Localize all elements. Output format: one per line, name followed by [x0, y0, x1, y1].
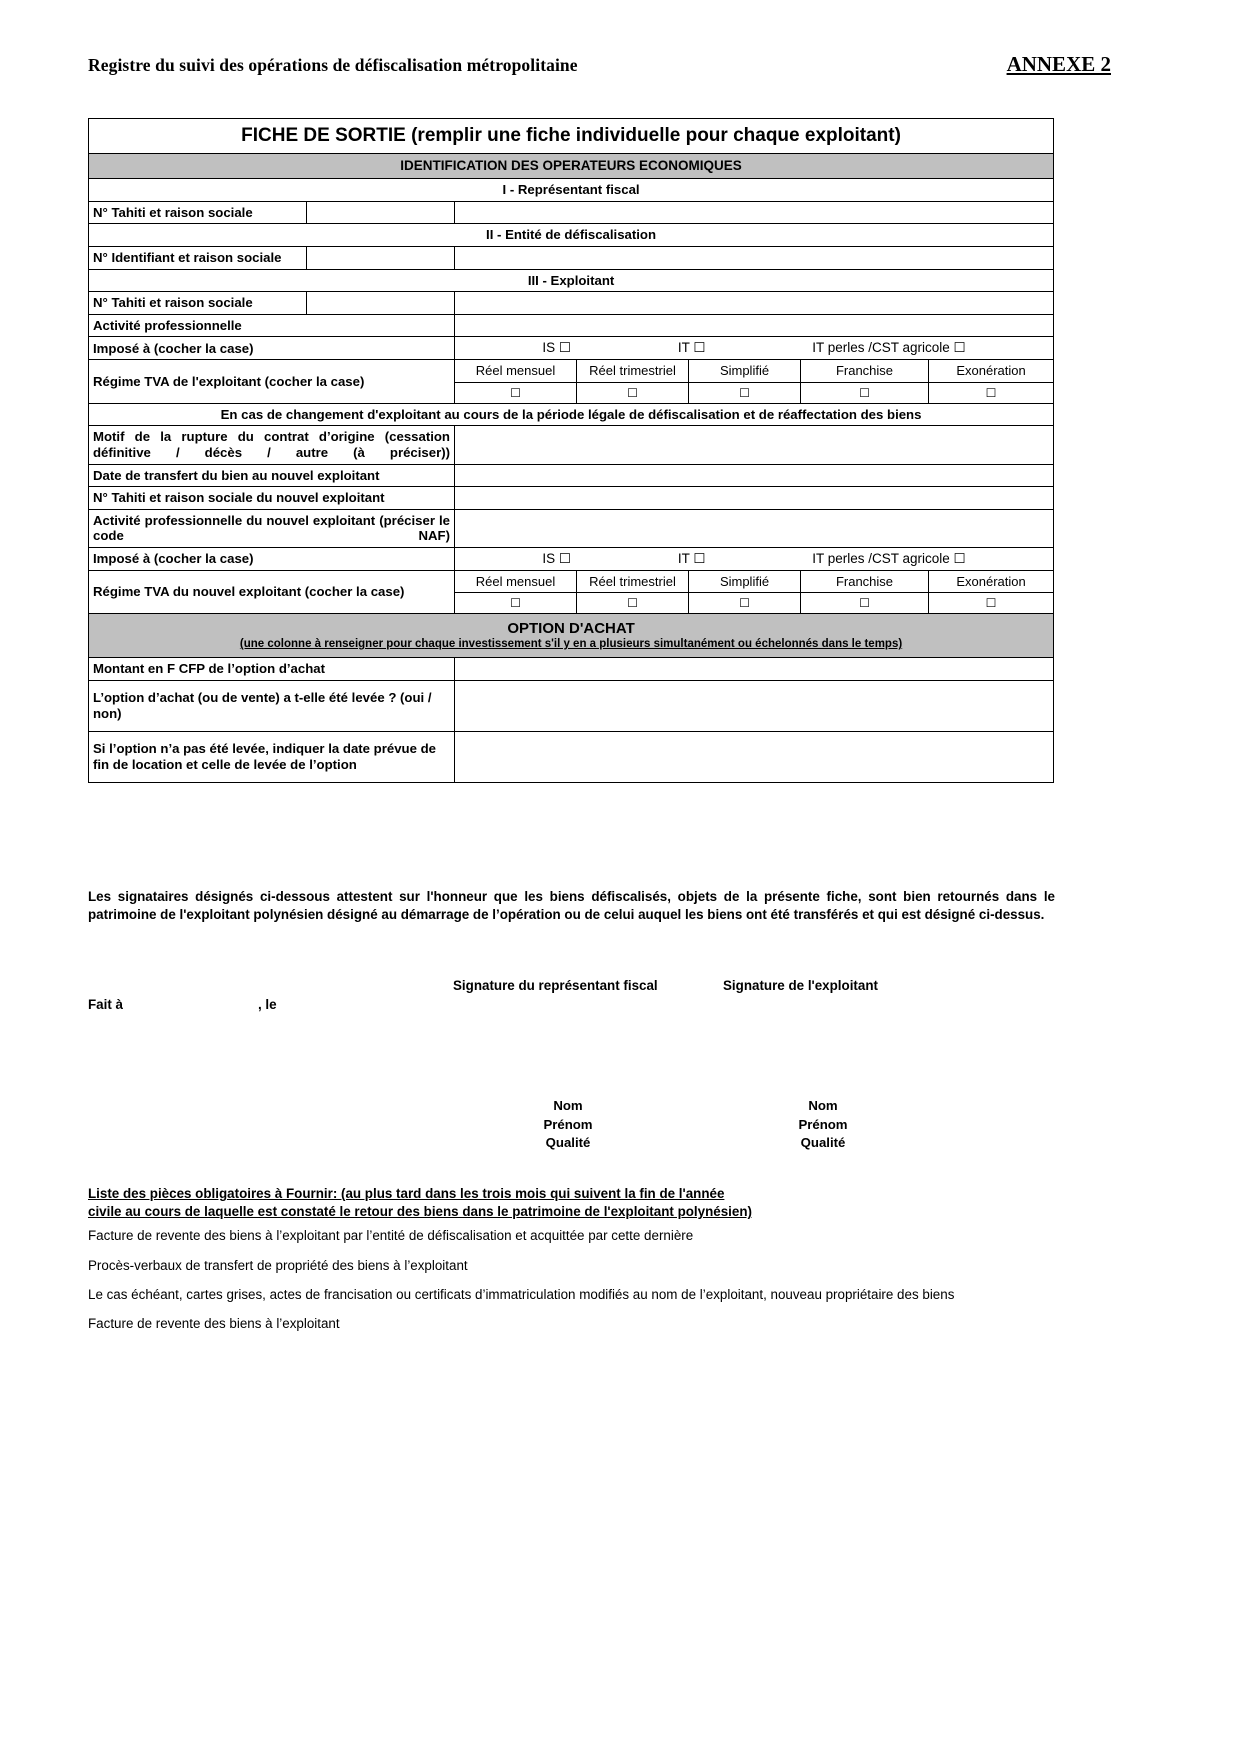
- label-impose-nouvel-exploitant: Imposé à (cocher la case): [89, 547, 455, 570]
- input-activite-professionnelle[interactable]: [455, 314, 1054, 337]
- section-changement-label: En cas de changement d'exploitant au cours de la période légale de défiscalisation et de réaffectation des biens: [89, 403, 1054, 426]
- le-label: , le: [257, 997, 277, 1012]
- tva2-checkbox-simplifie[interactable]: ☐: [689, 593, 801, 614]
- header-annex-label: ANNEXE 2: [1006, 52, 1111, 76]
- input-option-non-levee[interactable]: [455, 732, 1054, 783]
- tva2-option-simplifie: Simplifié: [689, 570, 801, 592]
- list-item: Procès-verbaux de transfert de propriété des biens à l’exploitant: [88, 1257, 468, 1273]
- option-achat-subtitle: (une colonne à renseigner pour chaque investissement s'il y en a plusieurs simultanément ou échelonnés dans le temps): [239, 637, 903, 650]
- list-item: Le cas échéant, cartes grises, actes de francisation ou certificats d’immatriculation modifiés au nom de l’exploitant, nouveau propriétaire des biens: [88, 1287, 955, 1303]
- attestation-paragraph: Les signataires désignés ci-dessous attestent sur l'honneur que les biens défiscalisés, objets de la présente fiche, sont bien retournés dans le patrimoine de l'exploitant polynésien désigné au démarrage de l’opération ou de celui auquel les biens ont été transférés et qui est désigné ci-dessus.: [88, 889, 1055, 923]
- section-option-achat-row: [89, 614, 1054, 658]
- nom-label-exploitant: Nom: [808, 1098, 838, 1113]
- part3-title-row: [89, 269, 1054, 292]
- row-tva-exploitant-options: [89, 360, 1054, 382]
- input-tahiti-representant-b[interactable]: [455, 201, 1054, 224]
- tva2-option-franchise: Franchise: [801, 570, 929, 592]
- label-impose-exploitant: Imposé à (cocher la case): [89, 337, 455, 360]
- pieces-obligatoires-section: [88, 1185, 1148, 1345]
- document-header: [88, 52, 1181, 77]
- row-impose-exploitant: [89, 337, 1054, 360]
- impose-option-perles[interactable]: IT perles /CST agricole ☐: [812, 340, 966, 356]
- row-activite-professionnelle: [89, 314, 1054, 337]
- tva2-checkbox-exoneration[interactable]: ☐: [929, 593, 1054, 614]
- nom-label-fiscal: Nom: [553, 1098, 583, 1113]
- input-montant-option[interactable]: [455, 658, 1054, 681]
- tva2-option-reel-trimestriel: Réel trimestriel: [577, 570, 689, 592]
- part2-title-row: [89, 224, 1054, 247]
- signature-header-fiscal: Signature du représentant fiscal: [453, 978, 658, 993]
- pieces-heading-line1: Liste des pièces obligatoires à Fournir: (au plus tard dans les trois mois qui suivent la fin de l'année: [88, 1186, 725, 1201]
- option-achat-title: OPTION D'ACHAT: [507, 620, 635, 638]
- table-title-row: [89, 119, 1054, 154]
- pieces-heading-line2: civile au cours de laquelle est constaté le retour des biens dans le patrimoine de l'exploitant polynésien): [88, 1204, 752, 1220]
- input-option-levee[interactable]: [455, 681, 1054, 732]
- input-tahiti-nouvel-exploitant[interactable]: [455, 487, 1054, 510]
- prenom-label-fiscal: Prénom: [543, 1116, 593, 1132]
- label-activite-nouvel-exploitant: Activité professionnelle du nouvel exploitant (préciser le code NAF): [89, 509, 455, 547]
- label-option-non-levee: Si l’option n’a pas été levée, indiquer la date prévue de fin de location et celle de levée de l’option: [89, 732, 455, 783]
- fait-a-line: [88, 997, 277, 1012]
- header-title-left: Registre du suivi des opérations de défiscalisation métropolitaine: [88, 55, 578, 75]
- fiche-de-sortie-table: [88, 118, 1054, 783]
- tva-option-reel-mensuel: Réel mensuel: [455, 360, 577, 382]
- row-motif-rupture: [89, 426, 1054, 464]
- row-activite-nouvel-exploitant: [89, 509, 1054, 547]
- row-impose-nouvel-exploitant: [89, 547, 1054, 570]
- part2-title: II - Entité de défiscalisation: [89, 224, 1054, 247]
- input-identifiant-entite-b[interactable]: [455, 247, 1054, 270]
- part1-title-row: [89, 179, 1054, 202]
- impose2-option-is[interactable]: IS ☐: [542, 550, 572, 566]
- label-montant-option: Montant en F CFP de l’option d’achat: [89, 658, 455, 681]
- qualite-label-exploitant: Qualité: [800, 1135, 846, 1151]
- fait-a-label: Fait à: [88, 997, 123, 1012]
- section-changement-row: [89, 403, 1054, 426]
- label-tva-nouvel-exploitant: Régime TVA du nouvel exploitant (cocher la case): [89, 570, 455, 613]
- label-tahiti-exploitant: N° Tahiti et raison sociale: [89, 292, 307, 315]
- tva-option-exoneration: Exonération: [929, 360, 1054, 382]
- row-montant-option: [89, 658, 1054, 681]
- list-item: Facture de revente des biens à l’exploitant par l’entité de défiscalisation et acquittée par cette dernière: [88, 1228, 694, 1244]
- label-identifiant-entite: N° Identifiant et raison sociale: [89, 247, 307, 270]
- input-tahiti-representant-a[interactable]: [307, 201, 455, 224]
- label-option-levee: L’option d’achat (ou de vente) a t-elle été levée ? (oui / non): [89, 681, 455, 732]
- input-activite-nouvel-exploitant[interactable]: [455, 509, 1054, 547]
- list-item: Facture de revente des biens à l’exploitant: [88, 1316, 340, 1332]
- tva2-checkbox-reel-mensuel[interactable]: ☐: [455, 593, 577, 614]
- label-motif-rupture: Motif de la rupture du contrat d’origine (cessation définitive / décès / autre (à préciser)): [89, 426, 455, 464]
- tva-option-franchise: Franchise: [801, 360, 929, 382]
- tva-option-reel-trimestriel: Réel trimestriel: [577, 360, 689, 382]
- row-tahiti-exploitant: [89, 292, 1054, 315]
- input-date-transfert[interactable]: [455, 464, 1054, 487]
- impose2-option-it[interactable]: IT ☐: [677, 550, 706, 566]
- impose2-option-perles[interactable]: IT perles /CST agricole ☐: [812, 550, 966, 566]
- row-option-non-levee: [89, 732, 1054, 783]
- tva2-option-reel-mensuel: Réel mensuel: [455, 570, 577, 592]
- signature-block-exploitant: [738, 1097, 908, 1153]
- input-tahiti-exploitant-b[interactable]: [455, 292, 1054, 315]
- tva-checkbox-reel-trimestriel[interactable]: ☐: [577, 382, 689, 403]
- signature-block-fiscal: [483, 1097, 653, 1153]
- pieces-heading: [88, 1185, 1148, 1221]
- impose-option-is[interactable]: IS ☐: [542, 340, 572, 356]
- tva-checkbox-exoneration[interactable]: ☐: [929, 382, 1054, 403]
- part3-title: III - Exploitant: [89, 269, 1054, 292]
- label-tahiti-representant: N° Tahiti et raison sociale: [89, 201, 307, 224]
- impose-nouvel-options: [455, 547, 1054, 570]
- part1-title: I - Représentant fiscal: [89, 179, 1054, 202]
- prenom-label-exploitant: Prénom: [798, 1116, 848, 1132]
- section-identification-label: IDENTIFICATION DES OPERATEURS ECONOMIQUES: [89, 154, 1054, 179]
- row-tahiti-nouvel-exploitant: [89, 487, 1054, 510]
- impose-option-it[interactable]: IT ☐: [677, 340, 706, 356]
- tva-checkbox-reel-mensuel[interactable]: ☐: [455, 382, 577, 403]
- input-tahiti-exploitant-a[interactable]: [307, 292, 455, 315]
- label-date-transfert: Date de transfert du bien au nouvel exploitant: [89, 464, 455, 487]
- section-option-achat: [89, 614, 1054, 658]
- label-tahiti-nouvel-exploitant: N° Tahiti et raison sociale du nouvel exploitant: [89, 487, 455, 510]
- input-identifiant-entite-a[interactable]: [307, 247, 455, 270]
- row-identifiant-entite: [89, 247, 1054, 270]
- tva-option-simplifie: Simplifié: [689, 360, 801, 382]
- tva-checkbox-franchise[interactable]: ☐: [801, 382, 929, 403]
- tva-checkbox-simplifie[interactable]: ☐: [689, 382, 801, 403]
- row-tva-nouvel-options: [89, 570, 1054, 592]
- row-option-levee: [89, 681, 1054, 732]
- row-tahiti-representant: [89, 201, 1054, 224]
- tva2-checkbox-reel-trimestriel[interactable]: ☐: [577, 593, 689, 614]
- table-title: FICHE DE SORTIE (remplir une fiche individuelle pour chaque exploitant): [89, 119, 1054, 154]
- qualite-label-fiscal: Qualité: [545, 1135, 591, 1151]
- section-identification-row: [89, 154, 1054, 179]
- input-motif-rupture[interactable]: [455, 426, 1054, 464]
- label-activite-professionnelle: Activité professionnelle: [89, 314, 455, 337]
- row-date-transfert: [89, 464, 1054, 487]
- tva2-checkbox-franchise[interactable]: ☐: [801, 593, 929, 614]
- tva2-option-exoneration: Exonération: [929, 570, 1054, 592]
- impose-exploitant-options: [455, 337, 1054, 360]
- label-tva-exploitant: Régime TVA de l'exploitant (cocher la case): [89, 360, 455, 403]
- signature-header-exploitant: Signature de l'exploitant: [723, 978, 878, 993]
